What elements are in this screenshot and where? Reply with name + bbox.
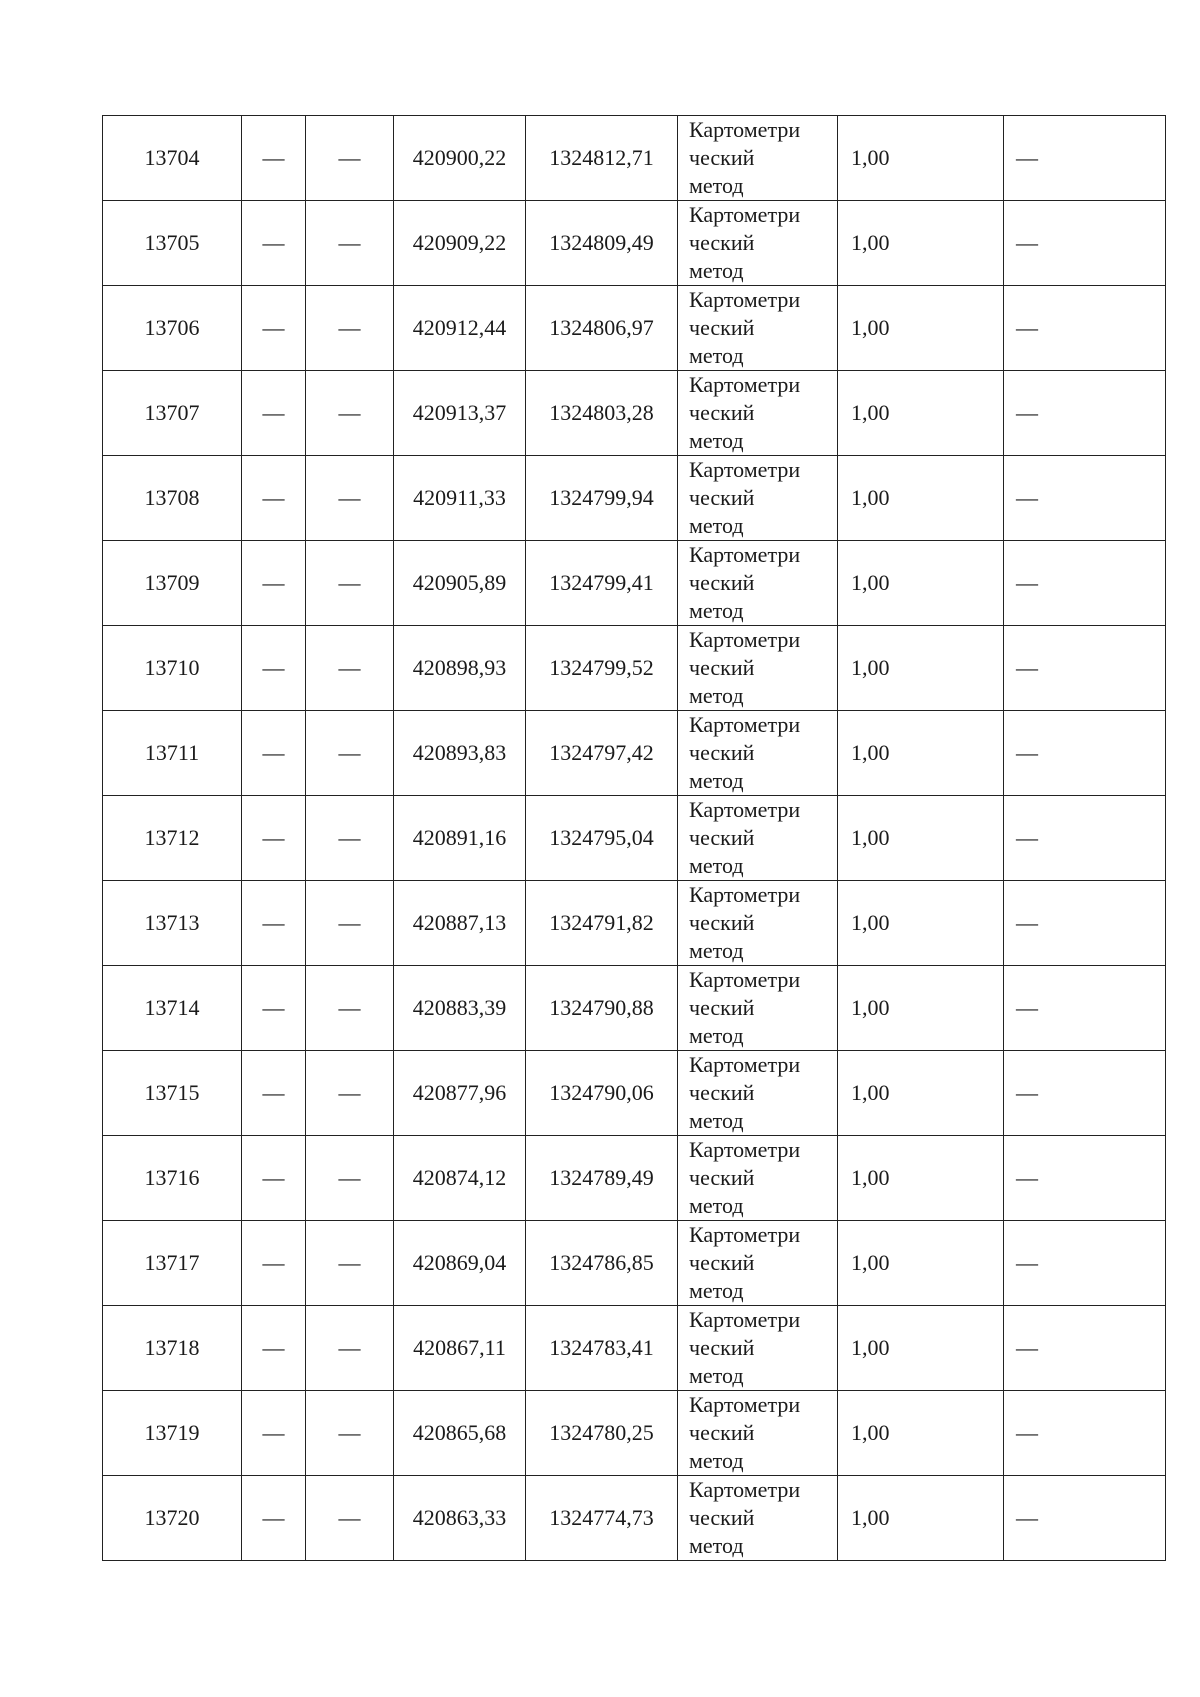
point-number-cell: 13716 [103, 1136, 242, 1221]
point-number-cell: 13707 [103, 371, 242, 456]
table-row [103, 626, 1166, 711]
dash-cell: — [306, 881, 394, 966]
dash-cell: — [1004, 1051, 1166, 1136]
point-number-cell: 13717 [103, 1221, 242, 1306]
table-row [103, 966, 1166, 1051]
method-line: Картометри [689, 1137, 801, 1162]
dash-cell: — [306, 626, 394, 711]
x-coordinate-cell: 420893,83 [394, 711, 526, 796]
x-coordinate-cell: 420898,93 [394, 626, 526, 711]
point-number-cell: 13704 [103, 116, 242, 201]
method-line: Картометри [689, 117, 801, 142]
method-line: Картометри [689, 1307, 801, 1332]
method-line: ческий [689, 1165, 755, 1190]
dash-cell: — [1004, 1221, 1166, 1306]
y-coordinate-cell: 1324786,85 [526, 1221, 678, 1306]
method-line: ческий [689, 1505, 755, 1530]
method-line: Картометри [689, 542, 801, 567]
method-line: ческий [689, 740, 755, 765]
dash-cell: — [306, 1221, 394, 1306]
x-coordinate-cell: 420865,68 [394, 1391, 526, 1476]
method-line: метод [689, 1533, 744, 1558]
method-line: Картометри [689, 1477, 801, 1502]
accuracy-cell: 1,00 [838, 796, 1004, 881]
method-line: метод [689, 1278, 744, 1303]
y-coordinate-cell: 1324774,73 [526, 1476, 678, 1561]
dash-cell: — [242, 456, 306, 541]
x-coordinate-cell: 420905,89 [394, 541, 526, 626]
x-coordinate-cell: 420869,04 [394, 1221, 526, 1306]
dash-cell: — [306, 1136, 394, 1221]
x-coordinate-cell: 420874,12 [394, 1136, 526, 1221]
dash-cell: — [1004, 1476, 1166, 1561]
method-cell [678, 286, 838, 371]
y-coordinate-cell: 1324812,71 [526, 116, 678, 201]
dash-cell: — [306, 116, 394, 201]
method-line: Картометри [689, 712, 801, 737]
point-number-cell: 13713 [103, 881, 242, 966]
method-cell [678, 1476, 838, 1561]
accuracy-cell: 1,00 [838, 1391, 1004, 1476]
method-line: Картометри [689, 967, 801, 992]
method-line: Картометри [689, 457, 801, 482]
coordinates-table [102, 115, 1166, 1561]
dash-cell: — [242, 1136, 306, 1221]
method-line: метод [689, 1193, 744, 1218]
method-line: метод [689, 1023, 744, 1048]
table-row [103, 1221, 1166, 1306]
y-coordinate-cell: 1324799,52 [526, 626, 678, 711]
method-line: ческий [689, 230, 755, 255]
method-line: ческий [689, 825, 755, 850]
dash-cell: — [306, 201, 394, 286]
method-line: ческий [689, 485, 755, 510]
method-line: метод [689, 343, 744, 368]
method-line: Картометри [689, 1222, 801, 1247]
dash-cell: — [242, 1476, 306, 1561]
x-coordinate-cell: 420883,39 [394, 966, 526, 1051]
table-row [103, 456, 1166, 541]
y-coordinate-cell: 1324780,25 [526, 1391, 678, 1476]
dash-cell: — [242, 1306, 306, 1391]
accuracy-cell: 1,00 [838, 116, 1004, 201]
accuracy-cell: 1,00 [838, 881, 1004, 966]
method-line: ческий [689, 1420, 755, 1445]
dash-cell: — [1004, 711, 1166, 796]
dash-cell: — [1004, 881, 1166, 966]
point-number-cell: 13705 [103, 201, 242, 286]
y-coordinate-cell: 1324795,04 [526, 796, 678, 881]
y-coordinate-cell: 1324806,97 [526, 286, 678, 371]
point-number-cell: 13714 [103, 966, 242, 1051]
method-cell [678, 541, 838, 626]
table-row [103, 1306, 1166, 1391]
method-cell [678, 1136, 838, 1221]
dash-cell: — [306, 286, 394, 371]
table-row [103, 1136, 1166, 1221]
method-line: Картометри [689, 1392, 801, 1417]
dash-cell: — [242, 201, 306, 286]
method-cell [678, 1306, 838, 1391]
dash-cell: — [1004, 1391, 1166, 1476]
point-number-cell: 13708 [103, 456, 242, 541]
dash-cell: — [1004, 456, 1166, 541]
method-line: ческий [689, 570, 755, 595]
dash-cell: — [306, 371, 394, 456]
dash-cell: — [1004, 286, 1166, 371]
method-line: метод [689, 598, 744, 623]
method-line: метод [689, 1108, 744, 1133]
table-row [103, 1391, 1166, 1476]
dash-cell: — [242, 371, 306, 456]
method-line: Картометри [689, 202, 801, 227]
method-line: Картометри [689, 627, 801, 652]
x-coordinate-cell: 420887,13 [394, 881, 526, 966]
method-line: ческий [689, 315, 755, 340]
accuracy-cell: 1,00 [838, 1476, 1004, 1561]
table-row [103, 1476, 1166, 1561]
method-line: метод [689, 173, 744, 198]
dash-cell: — [242, 1391, 306, 1476]
dash-cell: — [306, 1051, 394, 1136]
table-row [103, 541, 1166, 626]
dash-cell: — [242, 286, 306, 371]
accuracy-cell: 1,00 [838, 201, 1004, 286]
method-line: Картометри [689, 797, 801, 822]
method-line: метод [689, 853, 744, 878]
method-cell [678, 966, 838, 1051]
method-line: ческий [689, 1335, 755, 1360]
table-row [103, 711, 1166, 796]
point-number-cell: 13709 [103, 541, 242, 626]
y-coordinate-cell: 1324799,41 [526, 541, 678, 626]
dash-cell: — [1004, 201, 1166, 286]
method-line: метод [689, 1448, 744, 1473]
accuracy-cell: 1,00 [838, 1306, 1004, 1391]
point-number-cell: 13706 [103, 286, 242, 371]
point-number-cell: 13715 [103, 1051, 242, 1136]
dash-cell: — [306, 711, 394, 796]
dash-cell: — [1004, 541, 1166, 626]
x-coordinate-cell: 420863,33 [394, 1476, 526, 1561]
y-coordinate-cell: 1324790,88 [526, 966, 678, 1051]
dash-cell: — [242, 541, 306, 626]
method-cell [678, 881, 838, 966]
point-number-cell: 13718 [103, 1306, 242, 1391]
method-cell [678, 456, 838, 541]
method-line: ческий [689, 1250, 755, 1275]
accuracy-cell: 1,00 [838, 626, 1004, 711]
method-line: Картометри [689, 287, 801, 312]
dash-cell: — [242, 626, 306, 711]
y-coordinate-cell: 1324797,42 [526, 711, 678, 796]
accuracy-cell: 1,00 [838, 286, 1004, 371]
accuracy-cell: 1,00 [838, 966, 1004, 1051]
y-coordinate-cell: 1324789,49 [526, 1136, 678, 1221]
table-row [103, 1051, 1166, 1136]
accuracy-cell: 1,00 [838, 711, 1004, 796]
point-number-cell: 13719 [103, 1391, 242, 1476]
accuracy-cell: 1,00 [838, 541, 1004, 626]
dash-cell: — [306, 1476, 394, 1561]
method-line: метод [689, 683, 744, 708]
dash-cell: — [242, 711, 306, 796]
table-row [103, 286, 1166, 371]
table-body [103, 116, 1166, 1561]
dash-cell: — [1004, 626, 1166, 711]
dash-cell: — [306, 541, 394, 626]
method-line: метод [689, 513, 744, 538]
method-cell [678, 796, 838, 881]
dash-cell: — [1004, 116, 1166, 201]
table-row [103, 881, 1166, 966]
y-coordinate-cell: 1324783,41 [526, 1306, 678, 1391]
dash-cell: — [242, 116, 306, 201]
dash-cell: — [242, 1051, 306, 1136]
point-number-cell: 13710 [103, 626, 242, 711]
x-coordinate-cell: 420909,22 [394, 201, 526, 286]
x-coordinate-cell: 420877,96 [394, 1051, 526, 1136]
dash-cell: — [1004, 966, 1166, 1051]
method-cell [678, 201, 838, 286]
dash-cell: — [1004, 796, 1166, 881]
y-coordinate-cell: 1324803,28 [526, 371, 678, 456]
method-line: ческий [689, 910, 755, 935]
table-row [103, 201, 1166, 286]
y-coordinate-cell: 1324799,94 [526, 456, 678, 541]
y-coordinate-cell: 1324809,49 [526, 201, 678, 286]
dash-cell: — [306, 796, 394, 881]
method-cell [678, 116, 838, 201]
method-line: ческий [689, 655, 755, 680]
y-coordinate-cell: 1324790,06 [526, 1051, 678, 1136]
method-line: ческий [689, 995, 755, 1020]
x-coordinate-cell: 420911,33 [394, 456, 526, 541]
method-line: ческий [689, 400, 755, 425]
dash-cell: — [306, 966, 394, 1051]
y-coordinate-cell: 1324791,82 [526, 881, 678, 966]
method-cell [678, 1051, 838, 1136]
method-line: метод [689, 768, 744, 793]
method-cell [678, 1391, 838, 1476]
table-row [103, 796, 1166, 881]
method-cell [678, 626, 838, 711]
x-coordinate-cell: 420891,16 [394, 796, 526, 881]
x-coordinate-cell: 420867,11 [394, 1306, 526, 1391]
method-line: метод [689, 1363, 744, 1388]
point-number-cell: 13711 [103, 711, 242, 796]
accuracy-cell: 1,00 [838, 1051, 1004, 1136]
dash-cell: — [242, 881, 306, 966]
accuracy-cell: 1,00 [838, 371, 1004, 456]
point-number-cell: 13720 [103, 1476, 242, 1561]
table-row [103, 116, 1166, 201]
method-line: ческий [689, 1080, 755, 1105]
point-number-cell: 13712 [103, 796, 242, 881]
accuracy-cell: 1,00 [838, 1136, 1004, 1221]
accuracy-cell: 1,00 [838, 456, 1004, 541]
dash-cell: — [306, 1306, 394, 1391]
method-line: метод [689, 428, 744, 453]
dash-cell: — [1004, 371, 1166, 456]
dash-cell: — [242, 1221, 306, 1306]
table-row [103, 371, 1166, 456]
method-line: метод [689, 258, 744, 283]
method-cell [678, 1221, 838, 1306]
method-line: Картометри [689, 1052, 801, 1077]
x-coordinate-cell: 420912,44 [394, 286, 526, 371]
method-line: Картометри [689, 882, 801, 907]
method-cell [678, 371, 838, 456]
method-line: Картометри [689, 372, 801, 397]
dash-cell: — [306, 456, 394, 541]
x-coordinate-cell: 420913,37 [394, 371, 526, 456]
dash-cell: — [1004, 1306, 1166, 1391]
method-line: метод [689, 938, 744, 963]
method-line: ческий [689, 145, 755, 170]
x-coordinate-cell: 420900,22 [394, 116, 526, 201]
dash-cell: — [242, 796, 306, 881]
method-cell [678, 711, 838, 796]
dash-cell: — [306, 1391, 394, 1476]
accuracy-cell: 1,00 [838, 1221, 1004, 1306]
dash-cell: — [242, 966, 306, 1051]
dash-cell: — [1004, 1136, 1166, 1221]
